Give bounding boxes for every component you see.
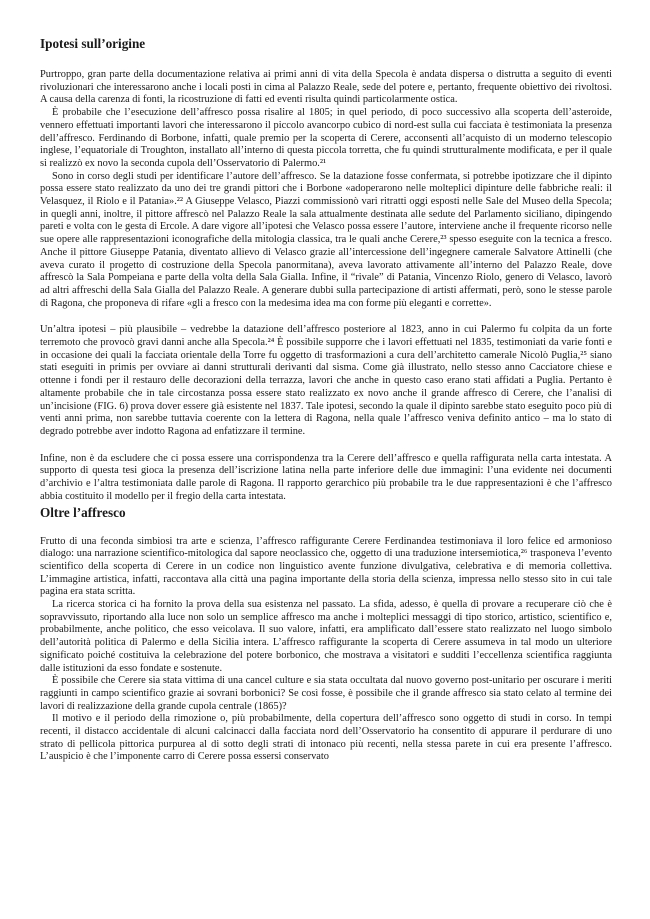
section-heading-beyond-fresco: Oltre l’affresco <box>40 504 126 520</box>
paragraph: La ricerca storica ci ha fornito la prova della sua esistenza nel passato. La sfida, adesso, è quella di provare a recuperare ciò che è sopravvissuto, riportando alla luce non solo un semplice affresco ma anche i molteplici messaggi di tipo storico, artistico, scientifico e, probabilmente, anche politico, che esso veicolava. Il suo valore, infatti, era amplificato dall’essere stato realizzato nel luogo simbolo dell’autorità politica di Palermo e della Sicilia intera. L’affresco raffigurante la scoperta di Cerere assumeva in tal modo un ulteriore significato poiché costituiva la celebrazione del potere borbonico, che mostrava a visitatori e sudditi l’eccellenza scientifica raggiunta dalle istituzioni da esso fondate e sostenute. <box>40 599 612 674</box>
paragraph: Infine, non è da escludere che ci possa essere una corrispondenza tra la Cerere dell’affresco e quella raffigurata nella carta intestata. A supporto di questa tesi gioca la presenza dell’iscrizione latina nella parte inferiore delle due immagini: l’una evidente nei documenti d’archivio e l’altra testimoniata dalle parole di Ragona. Il rapporto gerarchico più probabile tra le due rappresentazioni è che l’affresco abbia costituito il modello per il fregio della carta intestata. <box>40 452 612 502</box>
paragraph: È possibile che Cerere sia stata vittima di una cancel culture e sia stata occultata dal nuovo governo post-unitario per oscurare i meriti raggiunti in campo scientifico grazie ai sovrani borbonici? Se così fosse, è possibile che il grande affresco sia stato celato al termine dei lavori di realizzazione della grande cupola centrale (1865)? <box>40 675 612 712</box>
paragraph: Un’altra ipotesi – più plausibile – vedrebbe la datazione dell’affresco posteriore al 1823, anno in cui Palermo fu colpita da un forte terremoto che provocò gravi danni anche alla Specola.²⁴ È possibile supporre che i lavori effettuati nel 1835, testimoniati da varie fonti e in occasione dei quali la facciata orientale della Torre fu oggetto di trasformazioni a cura dell’architetto camerale Nicolò Puglia,²⁵ siano stati eseguiti in primis per ovviare ai danni strutturali derivanti dal sisma. Come già illustrato, nello stesso anno Cacciatore chiese e ottenne i fondi per il restauro delle decorazioni della terrazza, lavori che anche in questo caso erano stati affidati a Puglia. Pertanto è altamente probabile che in tale circostanza possa essere stato realizzato ex novo anche il grande affresco di Cerere, che l’analisi di un’incisione (FIG. 6) prova dover essere già esistente nel 1837. Tale ipotesi, secondo la quale il dipinto sarebbe stato eseguito poco più di venti anni prima, non sarebbe tuttavia coerente con la lettera di Ragona, nella quale l’affresco veniva definito antico – ma lo stato di degrado potrebbe aver indotto Ragona ad enfatizzare il termine. <box>40 324 612 437</box>
paragraph: Il motivo e il periodo della rimozione o, più probabilmente, della copertura dell’affresco sono oggetto di studi in corso. In tempi recenti, il distacco accidentale di alcuni calcinacci dalla facciata nord dell’Osservatorio ha consentito di appurare il perdurare di uno strato di pellicola pittorica purpurea al di sotto degli strati di intonaco più recenti, nella stessa parete in cui era presente l’affresco. L’auspicio è che l’imponente carro di Cerere possa essersi conservato <box>40 713 612 763</box>
paragraph: Purtroppo, gran parte della documentazione relativa ai primi anni di vita della Specola è andata dispersa o distrutta a seguito di eventi rivoluzionari che interessarono anche i locali posti in cima al Palazzo Reale, sede del potere e, pertanto, frequente obiettivo dei rivoltosi. A causa della carenza di fonti, la ricostruzione di fatti ed eventi risulta quindi particolarmente ostica. <box>40 69 612 106</box>
paragraph: Frutto di una feconda simbiosi tra arte e scienza, l’affresco raffigurante Cerere Ferdinandea testimoniava il loro felice ed armonioso dialogo: una narrazione scientifico-mitologica dal sapore neoclassico che, oggetto di una traduzione intersemiotica,²⁶ trasponeva l’evento scientifico della scoperta di Cerere in un codice non linguistico avente funzione divulgativa, celebrativa e di memoria collettiva. L’immagine artistica, infatti, raccontava alla città una pagina importante della storia della scienza, impressa nello stesso sito in cui tale pagina era stata scritta. <box>40 535 612 598</box>
section-heading-origin: Ipotesi sull’origine <box>40 36 146 51</box>
paragraph: È probabile che l’esecuzione dell’affresco possa risalire al 1805; in quel periodo, di poco successivo alla scoperta dell’asteroide, vennero effettuati importanti lavori che interessarono il piccolo avancorpo cubico di nord-est sulla cui facciata è testimoniata la presenza dell’affresco. Ferdinando di Borbone, infatti, quale premio per la scoperta di Cerere, acconsentì all’acquisto di un moderno telescopio inglese, l’equatoriale di Troughton, installato all’interno di questa piccola torretta, che fu quindi strutturalmente modificata, e per il quale si realizzò ex novo la seconda cupola dell’Osservatorio di Palermo.²¹ <box>40 107 612 169</box>
paragraph: Sono in corso degli studi per identificare l’autore dell’affresco. Se la datazione fosse confermata, si potrebbe ipotizzare che il dipinto possa essere stato realizzato da uno dei tre grandi pittori che i Borbone «adoperarono nelle molteplici dipinture delle fabbriche reali: il Velasquez, il Riolo e il Patania».²² A Giuseppe Velasco, Piazzi commissionò vari ritratti oggi esposti nelle Sale del Museo della Specola; in quegli anni, inoltre, il pittore affrescò nel Palazzo Reale la sala attualmente destinata alle sedute del Parlamento siciliano, dipingendo pareti e volta con le gesta di Ercole. A dare vigore all’ipotesi che Velasco possa essere l’autore, interviene anche il frequente ricorso nelle sue opere alle rappresentazioni iconografiche della mitologia classica, tra le quali anche Cerere,²³ spesso eseguite con la tecnica a fresco. Anche il pittore Giuseppe Patania, diventato allievo di Velasco grazie all’intercessione dell’ingegnere camerale Salvatore Attinelli (che aveva curato il progetto di costruzione della Specola panormitana), aveva lavorato attivamente all’interno del Palazzo Reale, dove affrescò la Sala Pompeiana e parte della volta della Sala Gialla. Infine, il “rivale” di Patania, Vincenzo Riolo, genero di Velasco, lavorò ad altri affreschi della Sala Gialla del Palazzo Reale. A generare dubbi sulla partecipazione di artisti affermati, però, sono le stesse parole di Ragona, che proponeva di rifare «gli a fresco con la medesima idea ma con forme più eleganti e corrette». <box>40 170 612 309</box>
article-body <box>40 36 612 764</box>
